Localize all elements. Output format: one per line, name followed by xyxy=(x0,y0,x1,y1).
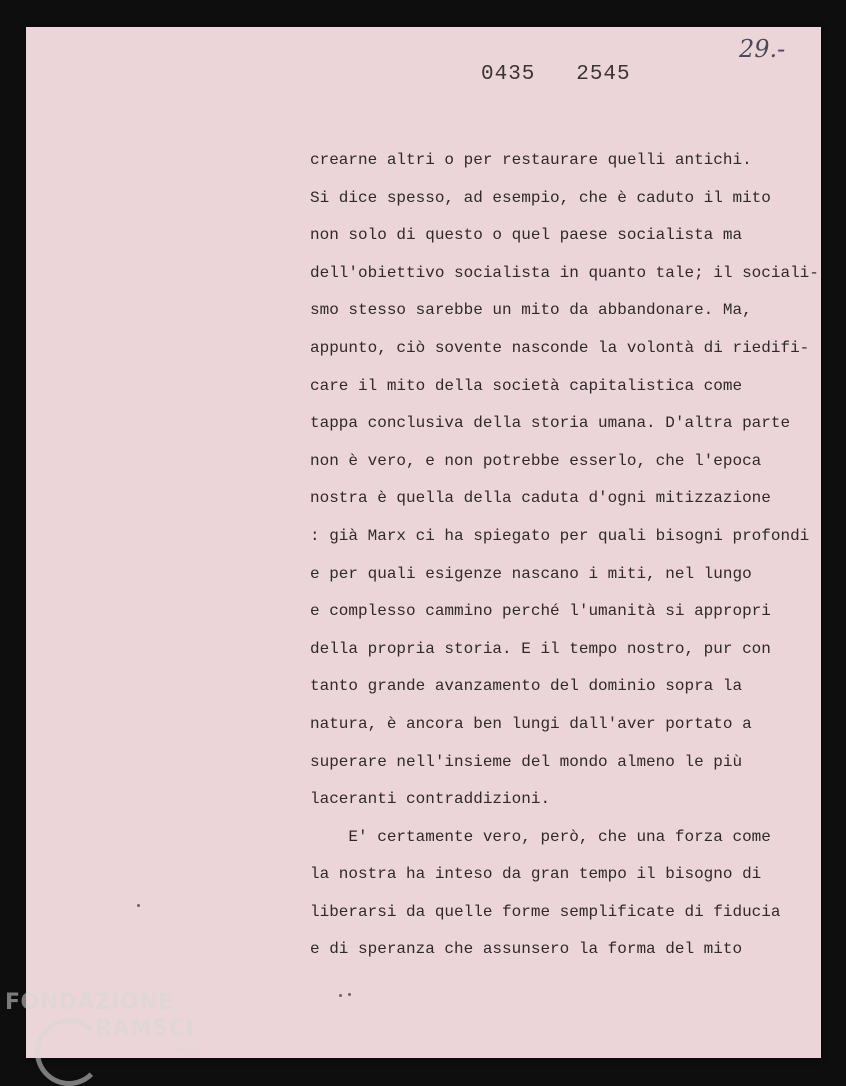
text-line: e di speranza che assunsero la forma del mito xyxy=(310,940,743,959)
text-line: tappa conclusiva della storia umana. D'altra parte xyxy=(310,414,791,433)
paper-speck xyxy=(348,993,351,996)
watermark-line-2: RAMSCI xyxy=(95,1016,195,1041)
text-line: tanto grande avanzamento del dominio sopra la xyxy=(310,677,743,696)
text-line: nostra è quella della caduta d'ogni mitizzazione xyxy=(310,489,771,508)
paper-speck xyxy=(339,994,342,997)
text-line: natura, è ancora ben lungi dall'aver portato a xyxy=(310,714,752,733)
body-text xyxy=(310,142,819,969)
watermark-line-1: FONDAZIONE xyxy=(5,990,174,1015)
text-line: non solo di questo o quel paese socialista ma xyxy=(310,226,743,245)
text-line: non è vero, e non potrebbe esserlo, che l'epoca xyxy=(310,451,762,470)
text-line: liberarsi da quelle forme semplificate di fiducia xyxy=(310,902,781,921)
handwritten-page-number: 29.- xyxy=(739,35,786,63)
watermark-suffix: onlus xyxy=(175,1046,200,1056)
text-line: dell'obiettivo socialista in quanto tale; il sociali- xyxy=(310,263,819,282)
text-line: e per quali esigenze nascano i miti, nel lungo xyxy=(310,564,752,583)
text-line: e complesso cammino perché l'umanità si appropri xyxy=(310,602,771,621)
text-line: : già Marx ci ha spiegato per quali bisogni profondi xyxy=(310,526,810,545)
document-number: 0435 2545 xyxy=(481,63,631,86)
text-line: la nostra ha inteso da gran tempo il bisogno di xyxy=(310,865,762,884)
text-line: crearne altri o per restaurare quelli antichi. xyxy=(310,151,752,169)
text-line: Si dice spesso, ad esempio, che è caduto il mito xyxy=(310,188,771,207)
paper-speck xyxy=(137,904,140,907)
text-line: superare nell'insieme del mondo almeno le più xyxy=(310,752,743,771)
text-line: appunto, ciò sovente nasconde la volontà di riedifi- xyxy=(310,338,810,357)
fondazione-gramsci-watermark xyxy=(5,990,200,1056)
text-line: care il mito della società capitalistica come xyxy=(310,376,743,395)
document-page xyxy=(26,27,821,1058)
watermark-g-logo-icon xyxy=(35,1018,103,1086)
text-line: laceranti contraddizioni. xyxy=(310,790,551,809)
text-line: E' certamente vero, però, che una forza come xyxy=(310,827,771,846)
text-line: della propria storia. E il tempo nostro, pur con xyxy=(310,639,771,658)
text-line: smo stesso sarebbe un mito da abbandonare. Ma, xyxy=(310,301,752,320)
